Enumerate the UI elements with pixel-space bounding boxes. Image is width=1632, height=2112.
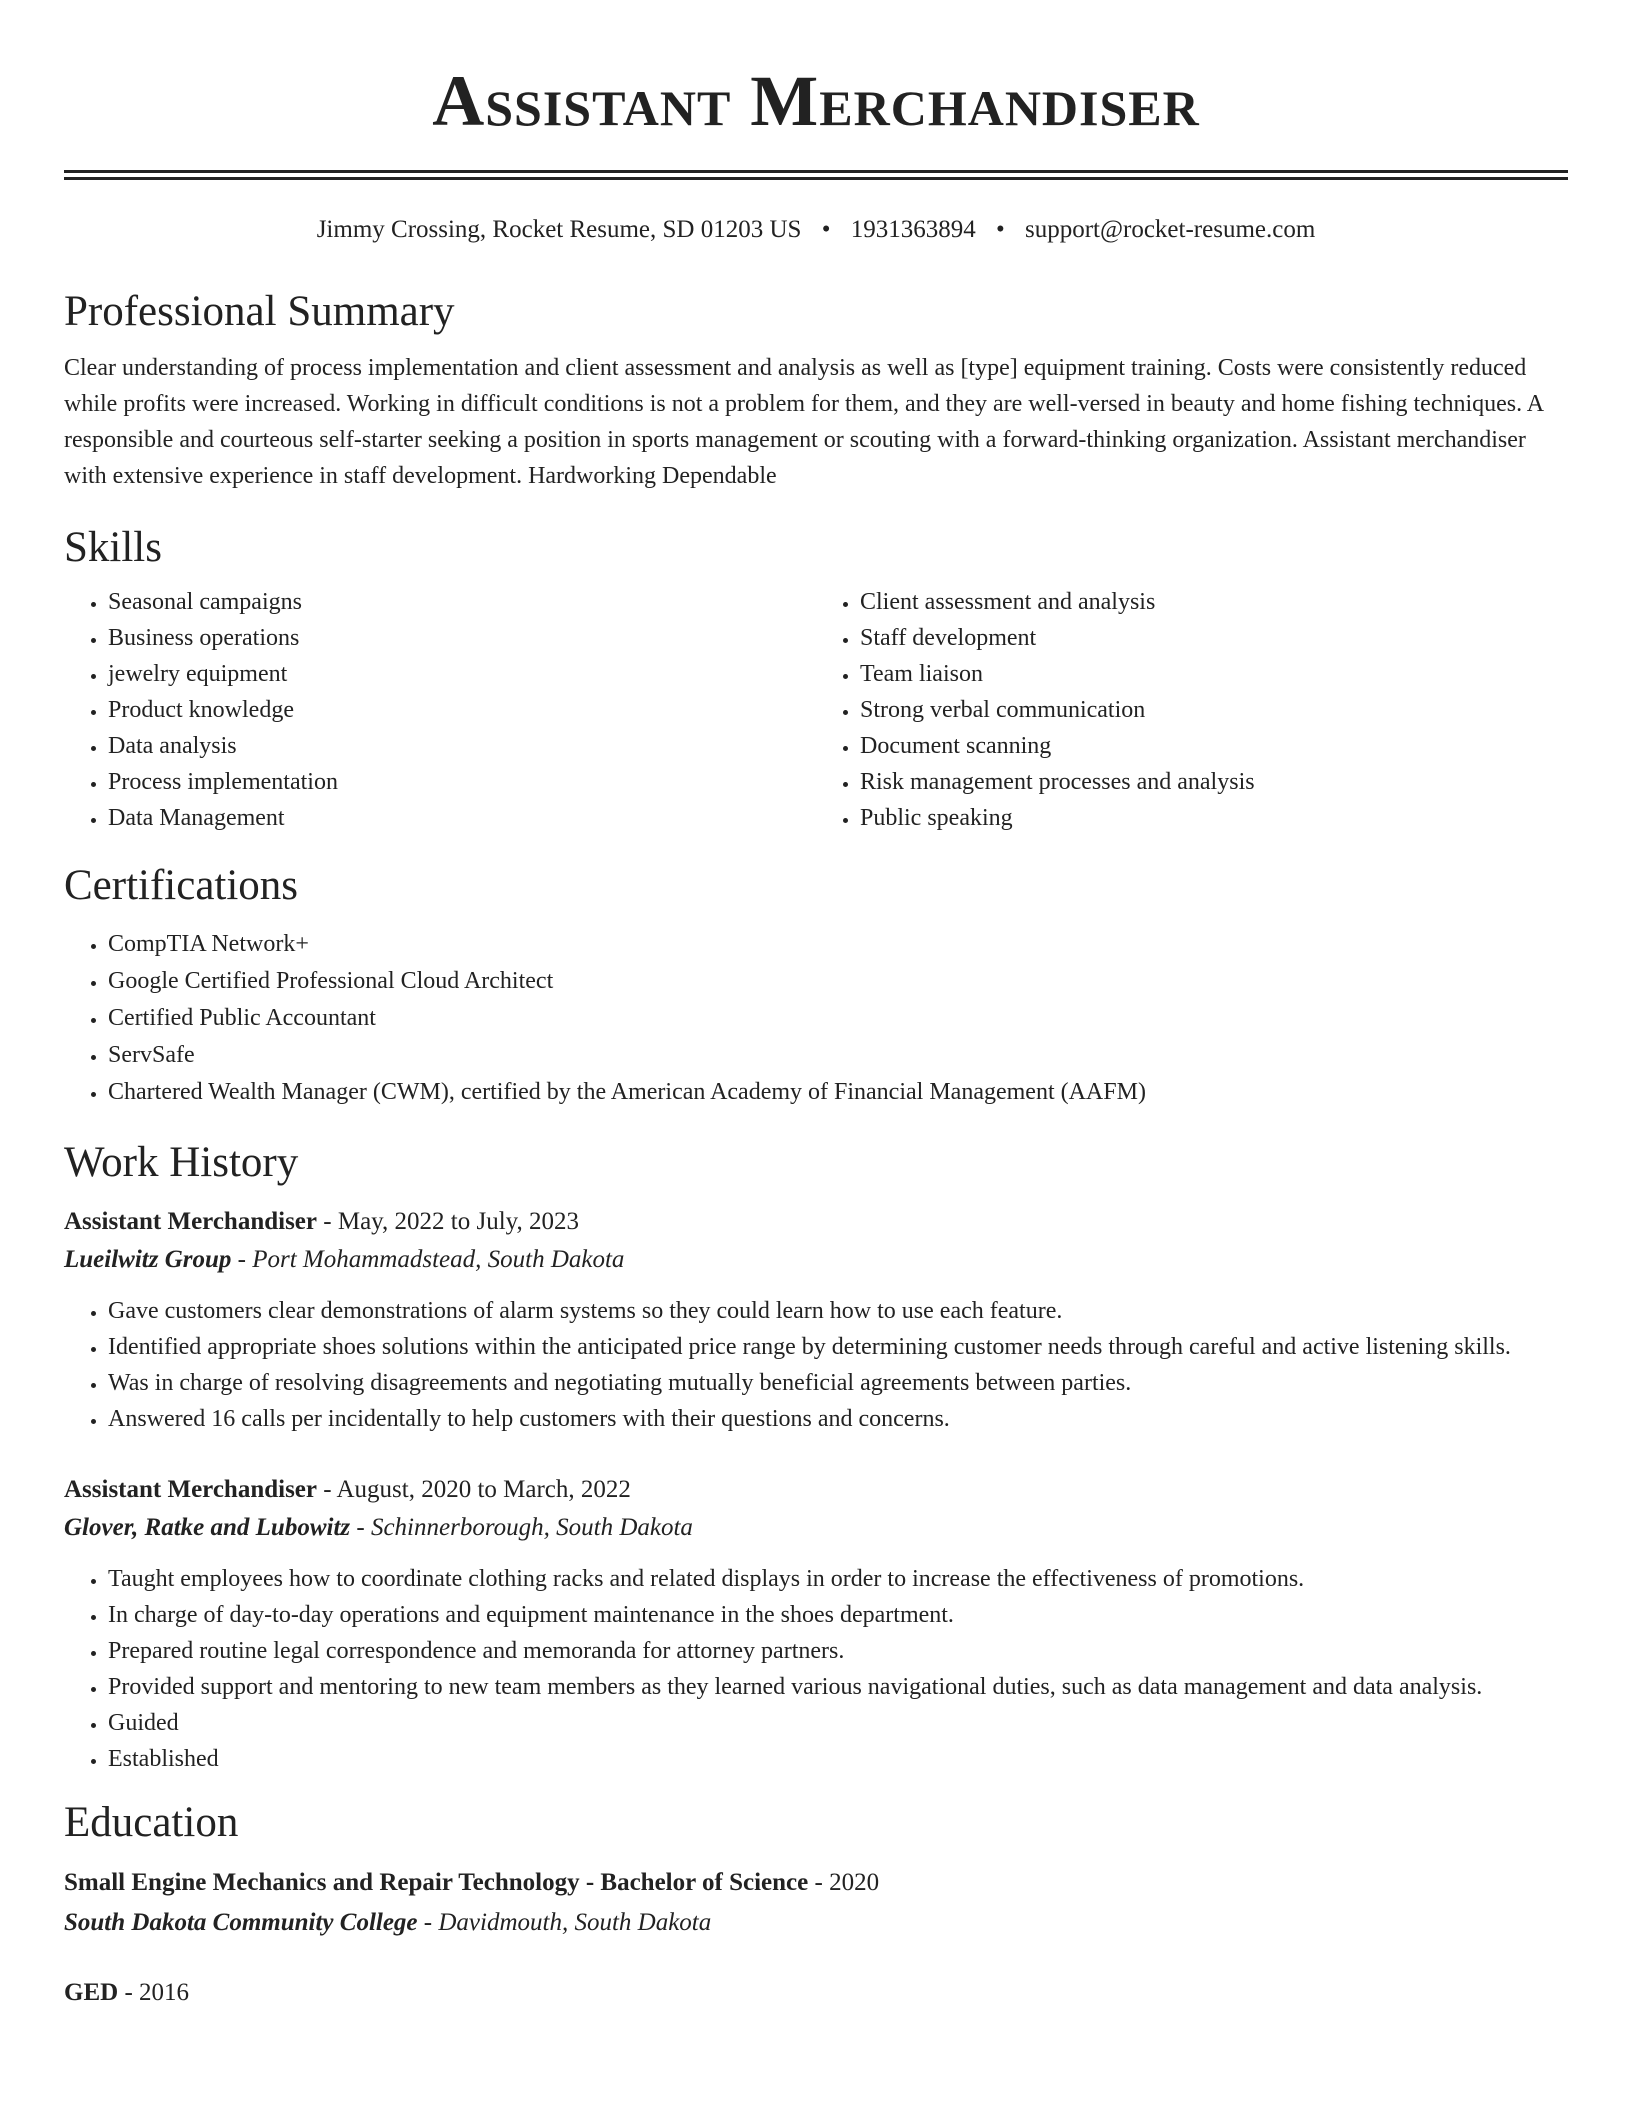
skill-item: • Product knowledge (108, 692, 816, 728)
work-history-heading: Work History (64, 1139, 299, 1186)
job-title: Assistant Merchandiser (64, 1208, 318, 1235)
skills-heading: Skills (64, 524, 162, 571)
job-duty: • Taught employees how to coordinate clothing racks and related displays in order to increase the effectiveness of promotions. (108, 1561, 1568, 1597)
skill-item: • Public speaking (860, 800, 1568, 836)
job-duties-list (64, 1561, 1568, 1777)
job-duty: • Was in charge of resolving disagreements and negotiating mutually beneficial agreements between parties. (108, 1365, 1568, 1401)
job-duty: • Established (108, 1741, 1568, 1777)
job-company: Lueilwitz Group (64, 1246, 232, 1273)
education-heading: Education (64, 1799, 239, 1846)
summary-text: Clear understanding of process implementation and client assessment and analysis as well as [type] equipment training. Costs were consistently reduced while profits were increased. Working in difficult conditions is not a problem for them, and they are well-versed in beauty and home fishing techniques. A responsible and courteous self-starter seeking a position in sports management or scouting with a forward-thinking organization. Assistant merchandiser with extensive experience in staff development. Hardworking Dependable (64, 355, 1543, 489)
job-company: Glover, Ratke and Lubowitz (64, 1514, 351, 1541)
education-entry (64, 1973, 1568, 2013)
skill-item: • Staff development (860, 620, 1568, 656)
skill-item: • Document scanning (860, 728, 1568, 764)
education-entry (64, 1863, 1568, 1943)
job-header (64, 1203, 1568, 1241)
education-location: - Davidmouth, South Dakota (417, 1909, 712, 1936)
job-entry (64, 1203, 1568, 1437)
job-duty: • Guided (108, 1705, 1568, 1741)
education-header (64, 1973, 1568, 2013)
skills-left-list (64, 584, 816, 836)
job-duty: • Provided support and mentoring to new team members as they learned various navigational duties, such as data management and data analysis. (108, 1669, 1568, 1705)
summary-section (64, 286, 1568, 494)
summary-heading: Professional Summary (64, 288, 455, 335)
job-duty: • In charge of day-to-day operations and equipment maintenance in the shoes department. (108, 1597, 1568, 1633)
certifications-section (64, 860, 1568, 1111)
skill-item: • Data analysis (108, 728, 816, 764)
contact-email[interactable]: support@rocket-resume.com (1024, 216, 1316, 243)
certification-item: • ServSafe (108, 1037, 1568, 1074)
skill-item: • Team liaison (860, 656, 1568, 692)
title-divider (64, 170, 1568, 180)
skills-right-list (816, 584, 1568, 836)
job-dates: - August, 2020 to March, 2022 (317, 1476, 631, 1503)
job-location: - Port Mohammadstead, South Dakota (231, 1246, 625, 1273)
job-duty: • Answered 16 calls per incidentally to help customers with their questions and concerns. (108, 1401, 1568, 1437)
education-year: - 2016 (118, 1979, 190, 2006)
contact-address: Jimmy Crossing, Rocket Resume, SD 01203 US (316, 216, 802, 243)
education-school-line (64, 1903, 1568, 1943)
skill-item: • jewelry equipment (108, 656, 816, 692)
skills-section (64, 522, 1568, 836)
education-header (64, 1863, 1568, 1903)
job-duty: • Gave customers clear demonstrations of alarm systems so they could learn how to use each feature. (108, 1293, 1568, 1329)
skill-item: • Business operations (108, 620, 816, 656)
work-history-section (64, 1137, 1568, 1777)
certification-item: • Certified Public Accountant (108, 1000, 1568, 1037)
certification-item: • Google Certified Professional Cloud Architect (108, 963, 1568, 1000)
education-section (64, 1797, 1568, 2013)
skill-item: • Risk management processes and analysis (860, 764, 1568, 800)
education-school: South Dakota Community College (64, 1909, 418, 1936)
education-degree: GED (64, 1979, 119, 2006)
job-employer (64, 1241, 1568, 1279)
resume-title: Assistant Merchandiser (432, 61, 1200, 141)
contact-separator: • (821, 216, 831, 243)
skills-columns (64, 584, 1568, 836)
contact-phone[interactable]: 1931363894 (850, 216, 976, 243)
job-employer (64, 1509, 1568, 1547)
certifications-heading: Certifications (64, 862, 299, 909)
job-header (64, 1471, 1568, 1509)
job-duty: • Identified appropriate shoes solutions within the anticipated price range by determining customer needs through careful and active listening skills. (108, 1329, 1568, 1365)
job-location: - Schinnerborough, South Dakota (350, 1514, 693, 1541)
skill-item: • Seasonal campaigns (108, 584, 816, 620)
contact-line (64, 214, 1568, 246)
education-degree: Small Engine Mechanics and Repair Technology - Bachelor of Science (64, 1869, 809, 1896)
certification-item: • CompTIA Network+ (108, 926, 1568, 963)
skill-item: • Process implementation (108, 764, 816, 800)
certification-item: • Chartered Wealth Manager (CWM), certified by the American Academy of Financial Management (AAFM) (108, 1074, 1568, 1111)
skill-item: • Client assessment and analysis (860, 584, 1568, 620)
resume-page (64, 0, 1568, 2013)
job-entry (64, 1471, 1568, 1777)
contact-separator: • (995, 216, 1005, 243)
skill-item: • Data Management (108, 800, 816, 836)
job-dates: - May, 2022 to July, 2023 (317, 1208, 580, 1235)
skill-item: • Strong verbal communication (860, 692, 1568, 728)
job-duty: • Prepared routine legal correspondence and memoranda for attorney partners. (108, 1633, 1568, 1669)
job-duties-list (64, 1293, 1568, 1437)
job-title: Assistant Merchandiser (64, 1476, 318, 1503)
certifications-list (64, 926, 1568, 1111)
education-year: - 2020 (808, 1869, 880, 1896)
